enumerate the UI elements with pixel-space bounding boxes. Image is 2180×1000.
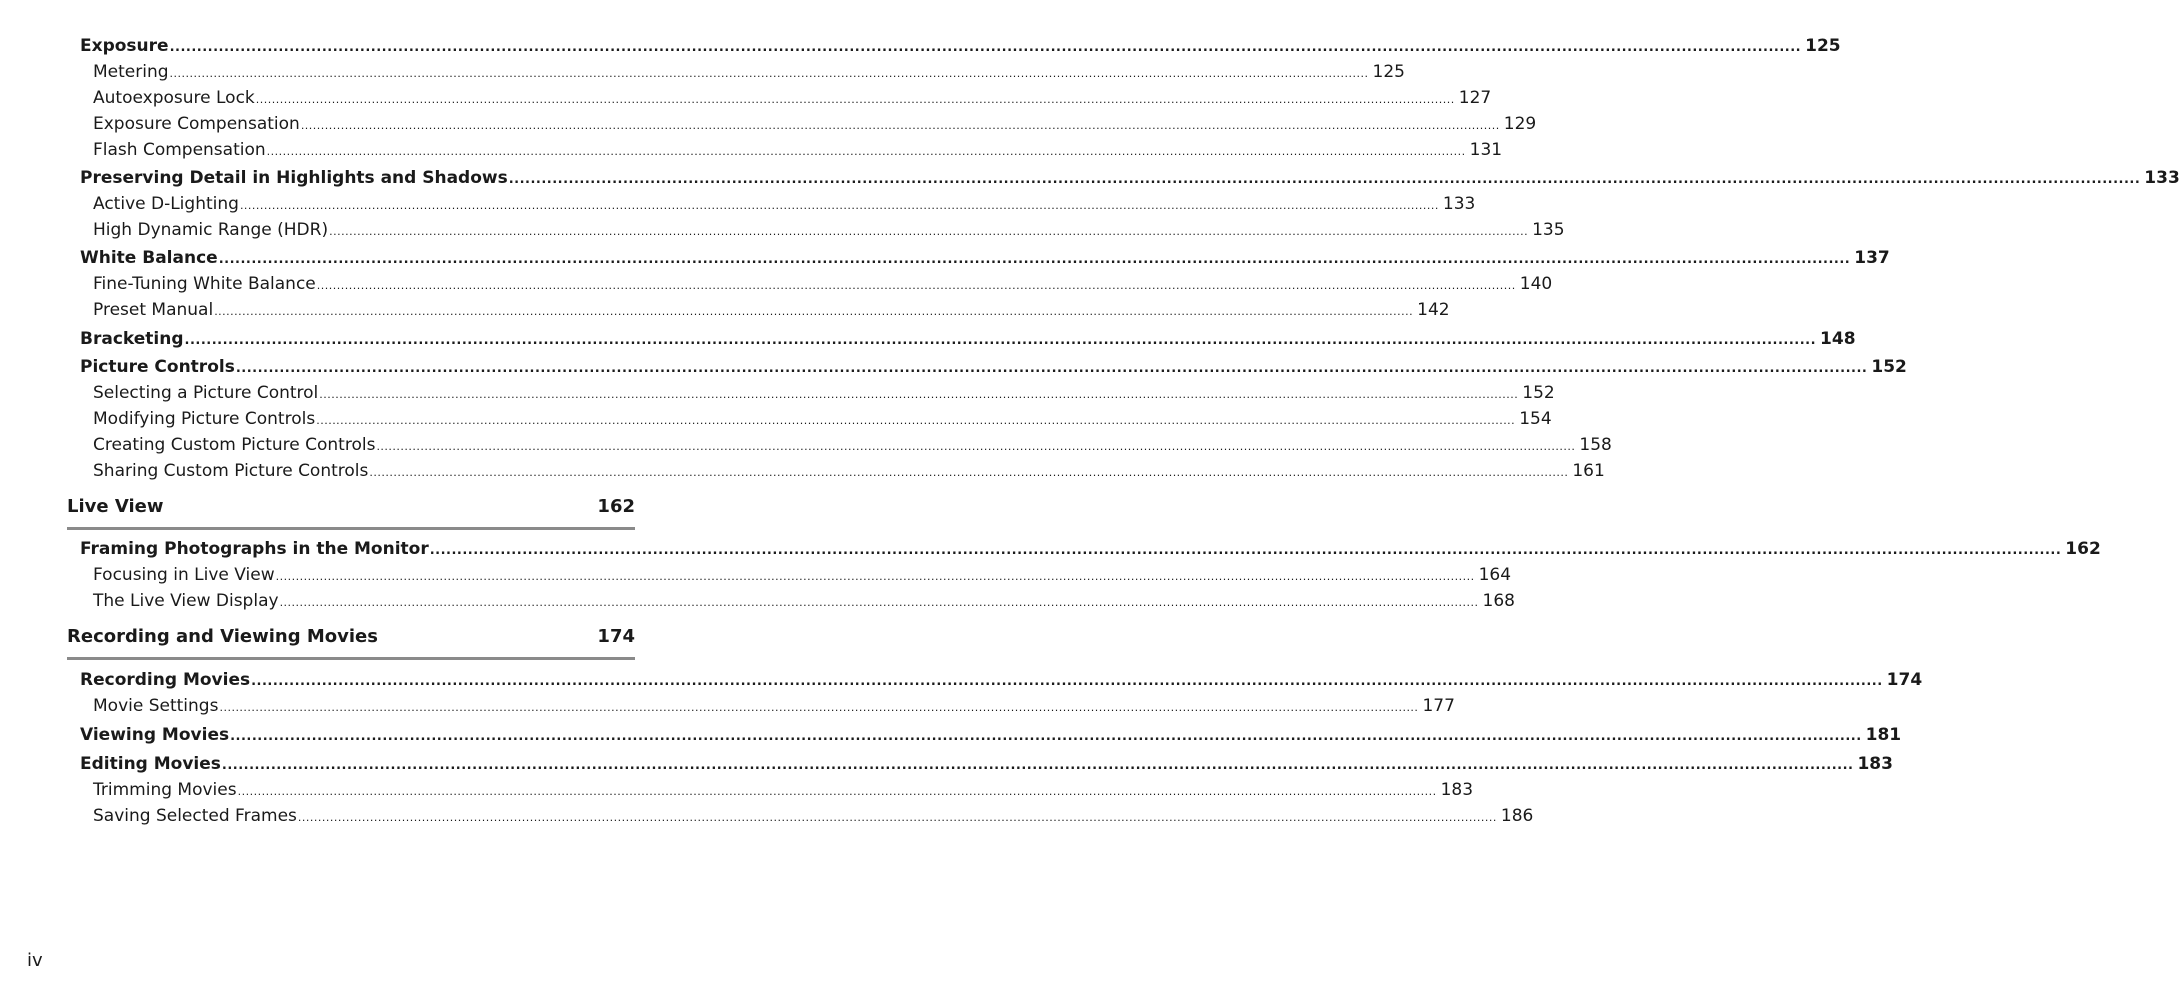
entry-page: 152 <box>1871 357 1907 377</box>
entry-title: Movie Settings <box>93 696 219 716</box>
entry-page: 125 <box>1372 62 1405 82</box>
entry-title: White Balance <box>80 248 218 268</box>
entry-page: 158 <box>1579 435 1612 455</box>
toc-entry <box>80 168 2180 194</box>
dot-leader: ............................................................................................................................................................................................................................................................................................................ <box>239 199 1439 212</box>
toc-entry <box>80 725 1902 751</box>
toc-entry <box>80 754 1893 780</box>
entry-title: High Dynamic Range (HDR) <box>93 220 329 240</box>
entry-page: 162 <box>2065 539 2101 559</box>
dot-leader: ............................................................................................................................................................................................................................................................................................................ <box>221 758 1854 773</box>
entry-page: 183 <box>1440 780 1474 800</box>
entry-title: Focusing in Live View <box>93 565 275 585</box>
chapter-divider <box>67 527 635 530</box>
entry-page: 152 <box>1522 383 1555 403</box>
dot-leader: ............................................................................................................................................................................................................................................................................................................ <box>255 93 1455 106</box>
dot-leader: ............................................................................................................................................................................................................................................................................................................ <box>169 67 1369 80</box>
entry-page: 168 <box>1482 591 1515 611</box>
entry-page: 131 <box>1469 140 1503 160</box>
toc-entry <box>80 670 1923 696</box>
dot-leader: ............................................................................................................................................................................................................................................................................................................ <box>214 305 1414 318</box>
toc-entry <box>80 357 1907 383</box>
entry-title: Preserving Detail in Highlights and Shadows <box>80 168 508 188</box>
toc-subentry <box>93 114 1537 140</box>
toc-entry <box>80 539 2101 565</box>
entry-page: 177 <box>1422 696 1455 716</box>
dot-leader: ............................................................................................................................................................................................................................................................................................................ <box>316 414 1516 427</box>
entry-page: 181 <box>1865 725 1902 745</box>
dot-leader: ............................................................................................................................................................................................................................................................................................................ <box>279 596 1479 609</box>
dot-leader: ............................................................................................................................................................................................................................................................................................................ <box>300 119 1500 132</box>
entry-title: Modifying Picture Controls <box>93 409 316 429</box>
entry-page: 154 <box>1519 409 1552 429</box>
entry-page: 148 <box>1820 329 1856 349</box>
toc-entry <box>80 248 1890 274</box>
entry-page: 137 <box>1854 248 1890 268</box>
entry-page: 133 <box>2144 168 2180 188</box>
entry-title: Flash Compensation <box>93 140 266 160</box>
entry-page: 140 <box>1519 274 1553 294</box>
toc-chapter-heading <box>67 496 635 517</box>
dot-leader: ............................................................................................................................................................................................................................................................................................................ <box>319 388 1519 401</box>
entry-page: 127 <box>1458 88 1492 108</box>
toc-subentry <box>93 88 1492 114</box>
dot-leader: ............................................................................................................................................................................................................................................................................................................ <box>329 225 1529 238</box>
toc-subentry <box>93 461 1605 487</box>
chapter-page: 174 <box>597 626 635 647</box>
chapter-page: 162 <box>597 496 635 517</box>
entry-title: Fine-Tuning White Balance <box>93 274 316 294</box>
entry-title: Exposure Compensation <box>93 114 300 134</box>
entry-page: 135 <box>1532 220 1565 240</box>
entry-page: 129 <box>1503 114 1537 134</box>
entry-page: 142 <box>1417 300 1450 320</box>
entry-title: Viewing Movies <box>80 725 230 745</box>
toc-entry <box>80 329 1856 355</box>
dot-leader: ............................................................................................................................................................................................................................................................................................................ <box>376 440 1576 453</box>
entry-page: 183 <box>1857 754 1893 774</box>
toc-subentry <box>93 140 1503 166</box>
dot-leader: ............................................................................................................................................................................................................................................................................................................ <box>230 729 1862 744</box>
dot-leader: ............................................................................................................................................................................................................................................................................................................ <box>275 570 1475 583</box>
dot-leader: ............................................................................................................................................................................................................................................................................................................ <box>219 701 1419 714</box>
entry-title: The Live View Display <box>93 591 279 611</box>
entry-title: Editing Movies <box>80 754 221 774</box>
toc-subentry <box>93 591 1515 617</box>
entry-page: 133 <box>1442 194 1476 214</box>
entry-title: Bracketing <box>80 329 184 349</box>
page-number: iv <box>27 950 43 971</box>
entry-title: Creating Custom Picture Controls <box>93 435 376 455</box>
entry-title: Picture Controls <box>80 357 235 377</box>
dot-leader: ............................................................................................................................................................................................................................................................................................................ <box>508 172 2141 187</box>
dot-leader: ............................................................................................................................................................................................................................................................................................................ <box>266 145 1466 158</box>
dot-leader: ............................................................................................................................................................................................................................................................................................................ <box>184 333 1817 348</box>
toc-subentry <box>93 300 1450 326</box>
toc-subentry <box>93 435 1612 461</box>
entry-title: Metering <box>93 62 169 82</box>
entry-title: Framing Photographs in the Monitor <box>80 539 429 559</box>
entry-page: 186 <box>1500 806 1534 826</box>
entry-title: Sharing Custom Picture Controls <box>93 461 369 481</box>
dot-leader: ............................................................................................................................................................................................................................................................................................................ <box>237 785 1437 798</box>
entry-title: Active D-Lighting <box>93 194 239 214</box>
toc-subentry <box>93 274 1553 300</box>
dot-leader: ............................................................................................................................................................................................................................................................................................................ <box>429 543 2062 558</box>
entry-page: 161 <box>1572 461 1605 481</box>
dot-leader: ............................................................................................................................................................................................................................................................................................................ <box>218 252 1851 267</box>
entry-title: Autoexposure Lock <box>93 88 255 108</box>
entry-title: Preset Manual <box>93 300 214 320</box>
toc-subentry <box>93 409 1552 435</box>
entry-title: Recording Movies <box>80 670 251 690</box>
chapter-divider <box>67 657 635 660</box>
dot-leader: ............................................................................................................................................................................................................................................................................................................ <box>169 40 1802 55</box>
entry-title: Trimming Movies <box>93 780 237 800</box>
chapter-title: Live View <box>67 496 164 517</box>
dot-leader: ............................................................................................................................................................................................................................................................................................................ <box>316 279 1516 292</box>
toc-chapter-heading <box>67 626 635 647</box>
entry-title: Selecting a Picture Control <box>93 383 319 403</box>
toc-subentry <box>93 383 1555 409</box>
dot-leader: ............................................................................................................................................................................................................................................................................................................ <box>235 361 1868 376</box>
dot-leader: ............................................................................................................................................................................................................................................................................................................ <box>251 674 1883 689</box>
toc-subentry <box>93 62 1405 88</box>
toc-subentry <box>93 194 1476 220</box>
toc-entry <box>80 36 1841 62</box>
entry-page: 174 <box>1886 670 1923 690</box>
toc-subentry <box>93 780 1474 806</box>
chapter-title: Recording and Viewing Movies <box>67 626 378 647</box>
entry-title: Saving Selected Frames <box>93 806 297 826</box>
entry-page: 125 <box>1805 36 1841 56</box>
toc-subentry <box>93 565 1512 591</box>
toc-subentry <box>93 696 1455 722</box>
dot-leader: ............................................................................................................................................................................................................................................................................................................ <box>297 811 1497 824</box>
dot-leader: ............................................................................................................................................................................................................................................................................................................ <box>369 466 1569 479</box>
toc-subentry <box>93 220 1565 246</box>
toc-subentry <box>93 806 1534 832</box>
entry-page: 164 <box>1478 565 1512 585</box>
entry-title: Exposure <box>80 36 169 56</box>
